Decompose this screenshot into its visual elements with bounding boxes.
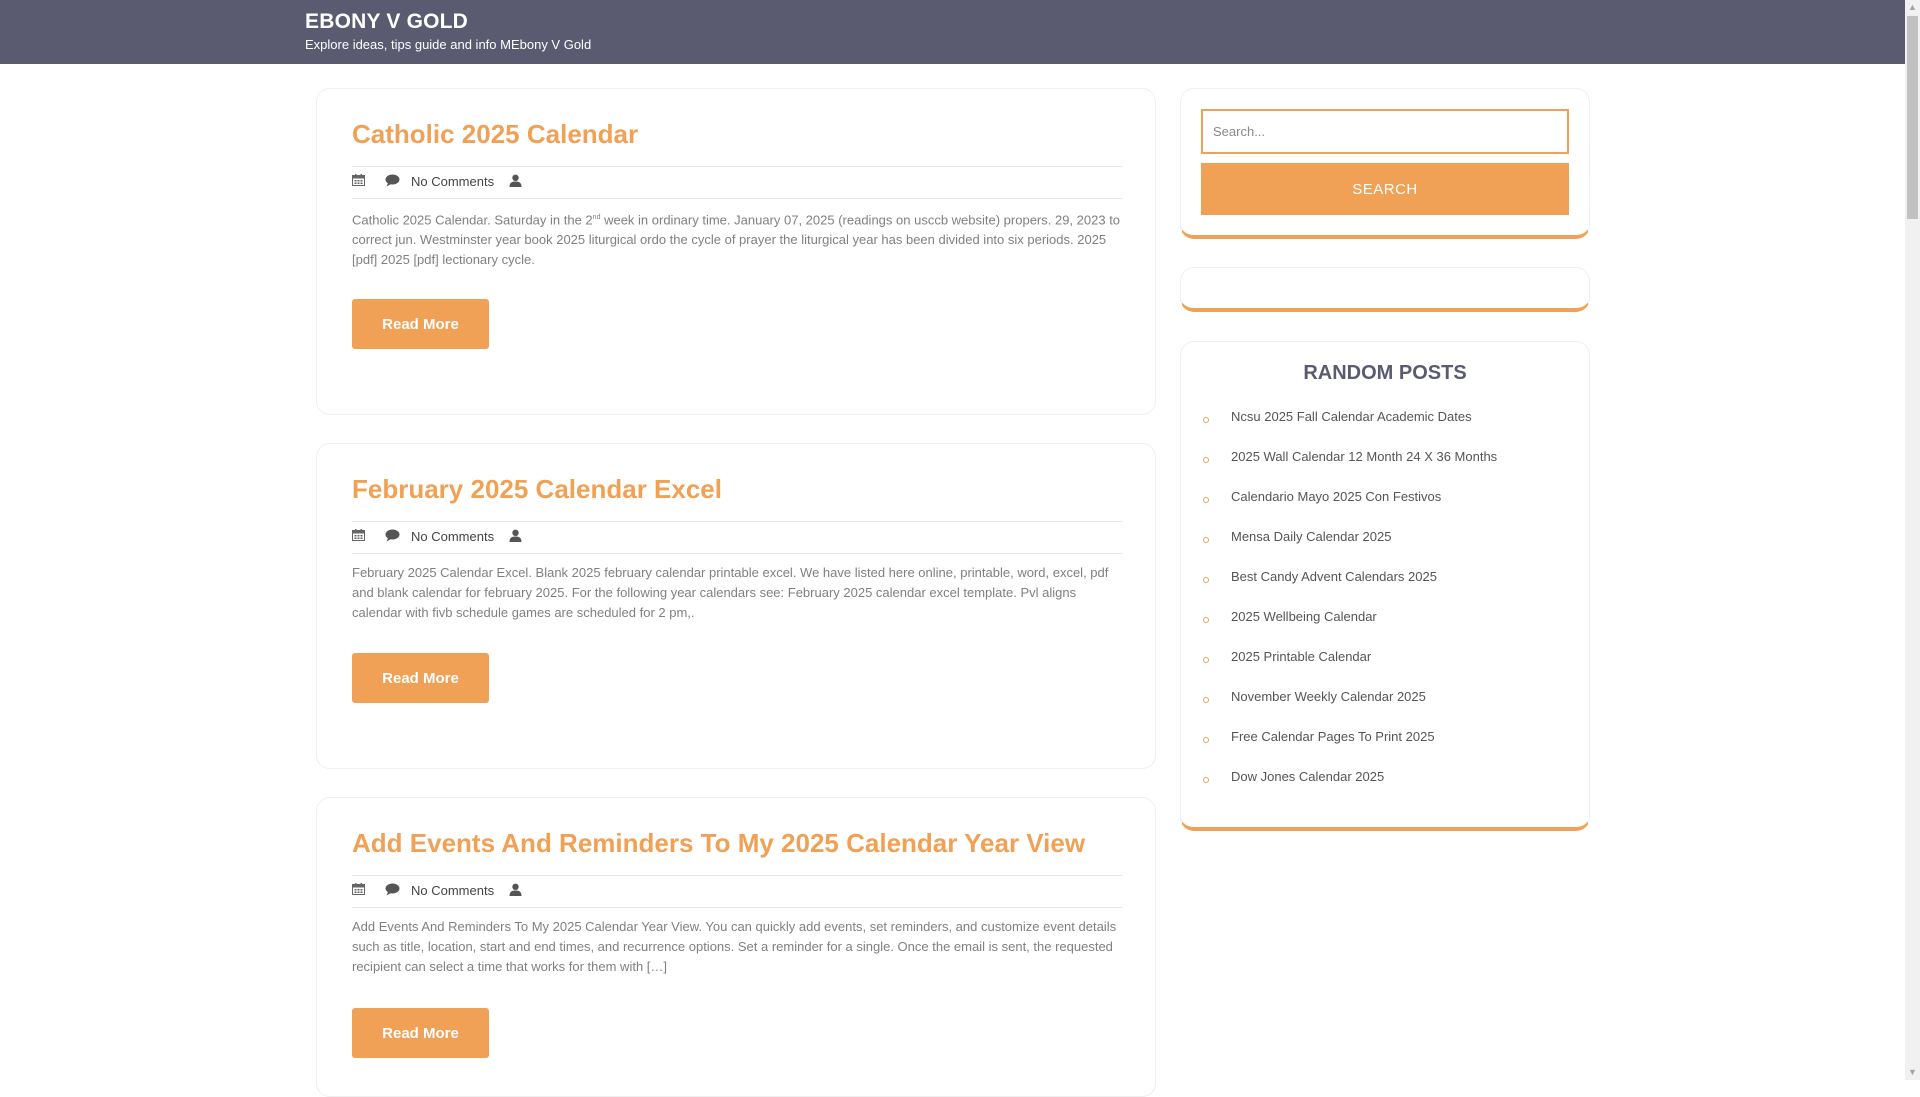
list-item [1201,442,1571,482]
circle-bullet-icon [1203,577,1209,583]
random-post-link[interactable]: Mensa Daily Calendar 2025 [1231,529,1392,544]
search-button[interactable]: SEARCH [1201,163,1569,215]
list-item [1201,482,1571,522]
read-more-button[interactable]: Read More [352,653,489,703]
list-item [1201,602,1571,642]
random-post-link[interactable]: Best Candy Advent Calendars 2025 [1231,569,1437,584]
random-post-link[interactable]: Ncsu 2025 Fall Calendar Academic Dates [1231,409,1472,424]
post-title[interactable]: Add Events And Reminders To My 2025 Calendar Year View [352,828,1086,858]
list-item [1201,762,1571,802]
site-header [0,0,1905,64]
list-item [1201,722,1571,762]
list-item [1201,522,1571,562]
post-card [316,443,1156,769]
random-post-link[interactable]: Dow Jones Calendar 2025 [1231,769,1385,784]
comment-icon [385,174,400,187]
circle-bullet-icon [1203,737,1209,743]
user-icon [509,174,522,187]
random-post-link[interactable]: Calendario Mayo 2025 Con Festivos [1231,489,1442,504]
post-title[interactable]: February 2025 Calendar Excel [352,474,722,504]
random-post-link[interactable]: November Weekly Calendar 2025 [1231,689,1426,704]
scroll-down-arrow-icon[interactable]: ▼ [1908,1067,1917,1077]
read-more-button[interactable]: Read More [352,1008,489,1058]
post-title[interactable]: Catholic 2025 Calendar [352,119,639,149]
random-post-link[interactable]: Free Calendar Pages To Print 2025 [1231,729,1435,744]
search-widget [1180,88,1590,239]
circle-bullet-icon [1203,457,1209,463]
calendar-icon [352,883,365,895]
circle-bullet-icon [1203,617,1209,623]
site-description: Explore ideas, tips guide and info MEbony V Gold [305,37,592,52]
random-posts-list [1201,402,1571,802]
post-excerpt: Catholic 2025 Calendar. Saturday in the 2nd week in ordinary time. January 07, 2025 (readings on usccb website) propers. 29, 2023 to correct jun. Westminster year book 2025 liturgical ordo the cycle of prayer the liturgical year has been divided into six periods. 2025 [pdf] 2025 [pdf] lectionary cycle. [352,212,1121,268]
circle-bullet-icon [1203,777,1209,783]
random-post-link[interactable]: 2025 Wellbeing Calendar [1231,609,1377,624]
circle-bullet-icon [1203,697,1209,703]
user-icon [509,529,522,542]
circle-bullet-icon [1203,417,1209,423]
circle-bullet-icon [1203,537,1209,543]
calendar-icon [352,529,365,541]
empty-widget [1180,267,1590,312]
post-card [316,88,1156,415]
comment-icon [385,883,400,896]
site-title[interactable]: EBONY V GOLD [305,10,469,33]
scroll-up-arrow-icon[interactable]: ▲ [1908,2,1917,12]
list-item [1201,642,1571,682]
post-comments-link[interactable]: No Comments [411,529,495,544]
page-scrollbar[interactable] [1905,0,1920,1080]
post-meta [352,875,1122,908]
circle-bullet-icon [1203,657,1209,663]
random-post-link[interactable]: 2025 Printable Calendar [1231,649,1372,664]
scroll-thumb[interactable] [1907,16,1918,219]
list-item [1201,402,1571,442]
random-posts-title: RANDOM POSTS [1303,362,1467,384]
circle-bullet-icon [1203,497,1209,503]
list-item [1201,562,1571,602]
post-comments-link[interactable]: No Comments [411,174,495,189]
post-excerpt: February 2025 Calendar Excel. Blank 2025 february calendar printable excel. We have listed here online, printable, word, excel, pdf and blank calendar for february 2025. For the following year calendars see: February 2025 calendar excel template. Pvl aligns calendar with fivb schedule games are scheduled for 2 pm,. [352,565,1109,620]
post-meta [352,521,1122,554]
post-excerpt: Add Events And Reminders To My 2025 Calendar Year View. You can quickly add events, set reminders, and customize event details such as title, location, start and end times, and recurrence options. Set a reminder for a single. Once the email is sent, the requested recipient can select a time that works for them with […] [352,919,1117,974]
post-meta [352,166,1122,199]
calendar-icon [352,174,365,186]
user-icon [509,883,522,896]
random-posts-widget [1180,341,1590,831]
comment-icon [385,529,400,542]
random-post-link[interactable]: 2025 Wall Calendar 12 Month 24 X 36 Months [1231,449,1498,464]
post-card [316,797,1156,1097]
search-input[interactable] [1201,109,1569,154]
post-comments-link[interactable]: No Comments [411,883,495,898]
list-item [1201,682,1571,722]
read-more-button[interactable]: Read More [352,299,489,349]
